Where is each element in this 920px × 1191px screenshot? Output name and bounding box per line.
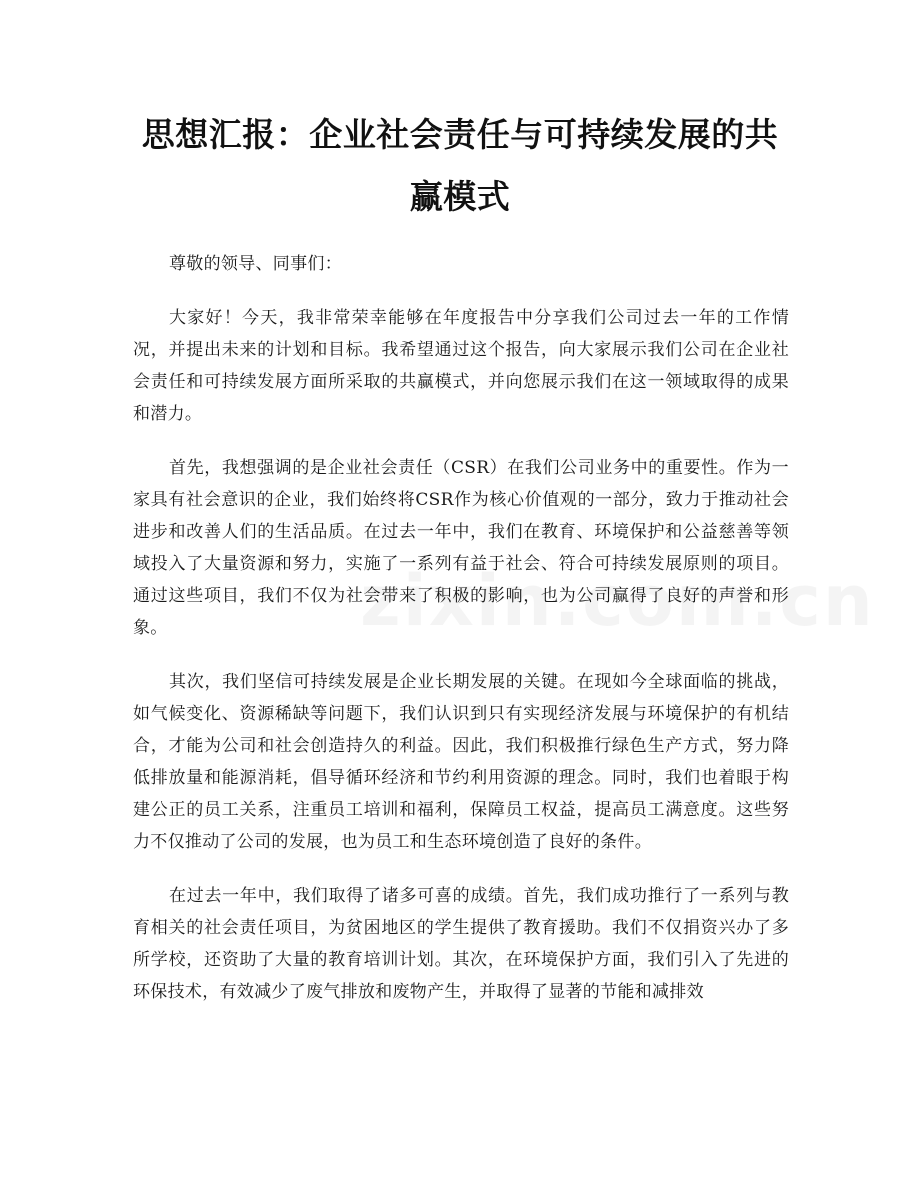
achievements-paragraph: 在过去一年中，我们取得了诸多可喜的成绩。首先，我们成功推行了一系列与教育相关的社会责任项目，为贫困地区的学生提供了教育援助。我们不仅捐资兴办了多所学校，还资助了大量的教育培训计划。其次，在环境保护方面，我们引入了先进的环保技术，有效减少了废气排放和废物产生，并取得了显著的节能和减排效 <box>133 886 789 1002</box>
intro-paragraph: 大家好！今天，我非常荣幸能够在年度报告中分享我们公司过去一年的工作情况，并提出未来的计划和目标。我希望通过这个报告，向大家展示我们公司在企业社会责任和可持续发展方面所采取的共赢模式，并向您展示我们在这一领域取得的成果和潜力。 <box>133 308 789 424</box>
csr-paragraph: 首先，我想强调的是企业社会责任（CSR）在我们公司业务中的重要性。作为一家具有社会意识的企业，我们始终将CSR作为核心价值观的一部分，致力于推动社会进步和改善人们的生活品质。在过去一年中，我们在教育、环境保护和公益慈善等领域投入了大量资源和努力，实施了一系列有益于社会、符合可持续发展原则的项目。通过这些项目，我们不仅为社会带来了积极的影响，也为公司赢得了良好的声誉和形象。 <box>133 458 789 638</box>
document-title: 思想汇报：企业社会责任与可持续发展的共赢模式 <box>141 115 779 216</box>
sustainability-paragraph: 其次，我们坚信可持续发展是企业长期发展的关键。在现如今全球面临的挑战，如气候变化、资源稀缺等问题下，我们认识到只有实现经济发展与环境保护的有机结合，才能为公司和社会创造持久的利益。因此，我们积极推行绿色生产方式，努力降低排放量和能源消耗，倡导循环经济和节约利用资源的理念。同时，我们也着眼于构建公正的员工关系，注重员工培训和福利，保障员工权益，提高员工满意度。这些努力不仅推动了公司的发展，也为员工和生态环境创造了良好的条件。 <box>133 672 789 852</box>
salutation-paragraph: 尊敬的领导、同事们： <box>169 254 342 274</box>
document-body <box>133 248 789 1030</box>
